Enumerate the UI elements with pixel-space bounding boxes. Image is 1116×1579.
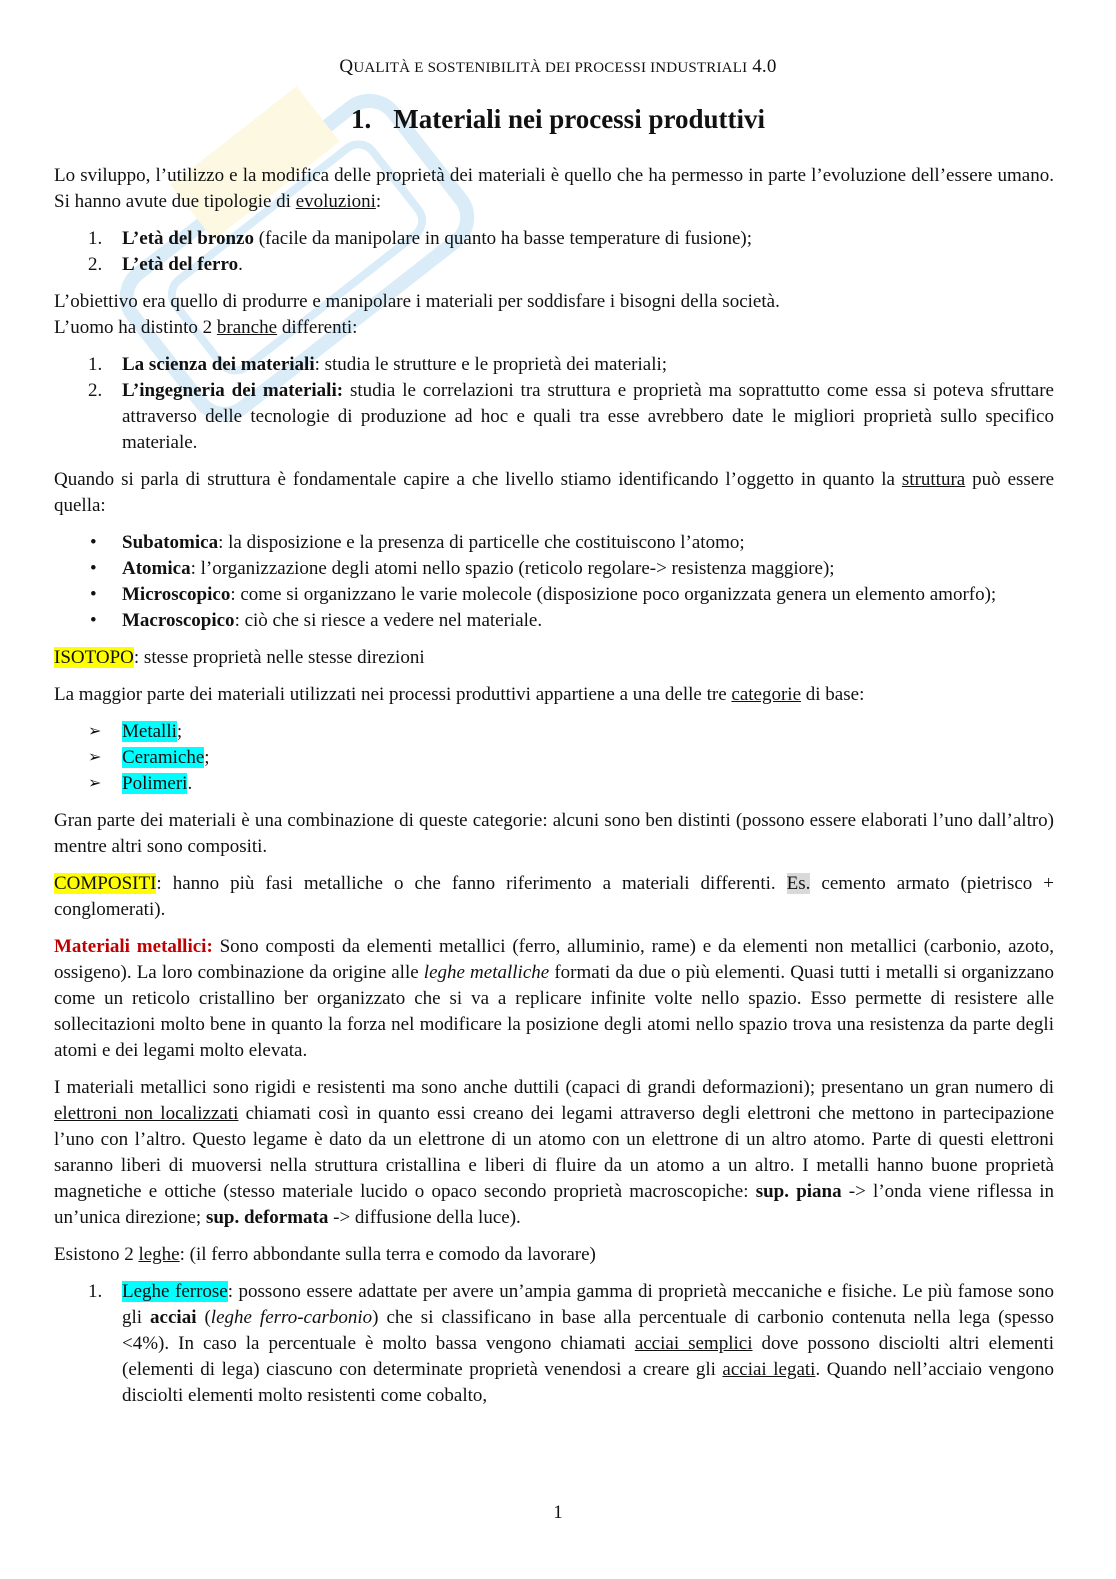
list-item [54,771,1054,797]
chapter-title-text: Materiali nei processi produttivi [393,104,765,134]
arrow-bullet-icon: ➢ [88,723,102,740]
text: : hanno più fasi metalliche o che fanno riferimento a materiali differenti. [156,873,787,894]
text: dove possono disciolti altri elementi (elementi di lega) ciascuno con determinate proprietà venendosi a creare gli [122,1333,1054,1380]
list-number: 1. [88,354,103,375]
bullet-icon: • [90,558,97,579]
underlined-term: evoluzioni [295,191,376,212]
italic-term: leghe ferro-carbonio [210,1307,373,1328]
text: : la disposizione e la presenza di particelle che costituiscono l’atomo; [218,532,745,553]
list-item [54,378,1054,456]
list-item [54,352,1054,378]
text: -> diffusione della luce). [328,1207,521,1228]
list-number: 1. [88,228,103,249]
body-content [54,163,1054,1420]
text: La maggior parte dei materiali utilizzati nei processi produttivi appartiene a una delle tre [54,684,732,705]
text: ; [176,721,183,742]
chapter-title [0,104,1116,135]
ages-list [54,226,1054,278]
text: Sono composti da elementi metallici (ferro, alluminio, rame) e da elementi non metallici (carbonio, azoto, ossigeno). La loro combinazione da origine alle [54,936,1054,983]
text: -> l’onda viene riflessa in un’unica direzione; [54,1181,1054,1228]
italic-term: leghe metalliche [423,962,550,983]
bullet-icon: • [90,584,97,605]
list-item [54,608,1054,634]
text: . Quando nell’acciaio vengono disciolti elementi molto resistenti come cobalto, [122,1359,1054,1406]
text: : (il ferro abbondante sulla terra e comodo da lavorare) [179,1244,596,1265]
highlighted-term: Polimeri [122,773,188,794]
bold-term: acciai [150,1307,197,1328]
underlined-term: leghe [138,1244,180,1265]
bold-term: L’ingegneria dei materiali: [122,380,344,401]
list-item [54,530,1054,556]
list-item [54,556,1054,582]
text: : possono essere adattate per avere un’ampia gamma di proprietà meccaniche e fisiche. Le più famose sono gli [122,1281,1055,1328]
highlighted-term: ISOTOPO [54,647,134,668]
underlined-term: elettroni non localizzati [54,1103,239,1124]
paragraph-metallici [54,934,1054,1064]
leghe-list [54,1279,1054,1409]
text: L’obiettivo era quello di produrre e manipolare i materiali per soddisfare i bisogni della società. [54,291,780,312]
text: : ciò che si riesce a vedere nel materiale. [234,610,543,631]
list-number: 1. [88,1281,103,1302]
bullet-icon: • [90,532,97,553]
underlined-term: acciai legati [722,1359,816,1380]
paragraph-isotopo [54,645,1054,671]
list-item [54,226,1054,252]
underlined-term: struttura [901,469,966,490]
highlighted-term: Leghe ferrose [122,1281,228,1302]
text: di base: [801,684,865,705]
section-label: Materiali metallici: [54,936,213,957]
text: . [187,773,193,794]
bold-term: L’età del bronzo [122,228,254,249]
bold-term: sup. deformata [205,1207,329,1228]
bold-term: La scienza dei materiali [122,354,315,375]
list-item [54,719,1054,745]
list-item [54,745,1054,771]
highlighted-term: COMPOSITI [54,873,157,894]
paragraph-categories [54,682,1054,708]
header-initial: Q [339,56,354,77]
paragraph-objective [54,289,1054,341]
bold-term: Macroscopico [122,610,235,631]
arrow-bullet-icon: ➢ [88,775,102,792]
structure-levels-list [54,530,1054,634]
paragraph-properties [54,1075,1054,1231]
underlined-term: branche [216,317,278,338]
paragraph-intro [54,163,1054,215]
bold-term: sup. piana [755,1181,842,1202]
list-number: 2. [88,254,103,275]
text: : l’organizzazione degli atomi nello spazio (reticolo regolare-> resistenza maggiore); [190,558,835,579]
list-item [54,582,1054,608]
underlined-term: acciai semplici [634,1333,753,1354]
text: : stesse proprietà nelle stesse direzioni [133,647,425,668]
text: ; [204,747,210,768]
highlighted-term: Metalli [122,721,177,742]
page-number: 1 [553,1502,563,1523]
text: I materiali metallici sono rigidi e resistenti ma sono anche duttili (capaci di grandi deformazioni); presentano un gran numero di [54,1077,1054,1098]
header-text: UALITÀ E SOSTENIBILITÀ DEI PROCESSI INDUSTRIALI [353,60,748,76]
text: studia le correlazioni tra struttura e proprietà ma soprattutto come essa si poteva sfruttare attraverso delle tecnologie di produzione ad hoc e quali tra esse avrebbero date le migliori proprietà sullo specifico materiale. [122,380,1054,453]
bullet-icon: • [90,610,97,631]
text: può essere quella: [54,469,1054,516]
text: differenti: [277,317,358,338]
paragraph-leghe [54,1242,1054,1268]
bold-term: L’età del ferro [122,254,239,275]
text: cemento armato (pietrisco + conglomerati). [54,873,1054,920]
text: : studia le strutture e le proprietà dei materiali; [314,354,668,375]
text: : [375,191,382,212]
list-item [54,252,1054,278]
text: chiamati così in quanto essi creano dei legami attraverso degli elettroni che mettono in partecipazione l’uno con l’altro. Questo legame è dato da un elettrone di un atomo con un elettrone di un altro atomo. Parte di questi elettroni saranno liberi di muoversi nella struttura cristallina e liberi di fluire da un atomo a un altro. I metalli hanno buone proprietà magnetiche e ottiche (stesso materiale lucido o opaco secondo proprietà macroscopiche: [54,1103,1055,1202]
text: (facile da manipolare in quanto ha basse temperature di fusione); [253,228,752,249]
text: Quando si parla di struttura è fondamentale capire a che livello stiamo identificando l’oggetto in quanto la [54,469,902,490]
bold-term: Atomica [122,558,191,579]
bold-term: Microscopico [122,584,231,605]
list-number: 2. [88,380,103,401]
list-item [54,1279,1054,1409]
highlighted-term: Ceramiche [122,747,205,768]
text: L’uomo ha distinto 2 [54,317,217,338]
underlined-term: categorie [731,684,802,705]
highlighted-term: Es. [786,873,811,894]
branches-list [54,352,1054,456]
text: ( [196,1307,211,1328]
paragraph-compositi [54,871,1054,923]
categories-list [54,719,1054,797]
header-version: 4.0 [752,56,777,77]
paragraph-combination: Gran parte dei materiali è una combinazione di queste categorie: alcuni sono ben distinti (possono essere elaborati l’uno dall’altro) mentre altri sono compositi. [54,810,1054,857]
text: Esistono 2 [54,1244,139,1265]
arrow-bullet-icon: ➢ [88,749,102,766]
text: Lo sviluppo, l’utilizzo e la modifica delle proprietà dei materiali è quello che ha permesso in parte l’evoluzione dell’essere umano. Si hanno avute due tipologie di [54,165,1054,212]
text: : come si organizzano le varie molecole (disposizione poco organizzata genera un elemento amorfo); [230,584,997,605]
chapter-number: 1. [351,104,372,134]
text: formati da due o più elementi. Quasi tutti i metalli si organizzano come un reticolo cristallino ber organizzato che si va a replicare infinite volte nello spazio. Esso permette di resistere alle sollecitazioni molto bene in quanto la forza nel modificare la posizione degli atomi nello spazio trova una resistenza da parte degli atomi e dei legami molto elevata. [54,962,1055,1061]
paragraph-structure [54,467,1054,519]
running-header [0,56,1116,78]
text: ) che si classificano in base alla percentuale di carbonio contenuta nella lega (spesso <4%). In caso la percentuale è molto bassa vengono chiamati [122,1307,1055,1354]
bold-term: Subatomica [122,532,219,553]
text: . [238,254,243,275]
